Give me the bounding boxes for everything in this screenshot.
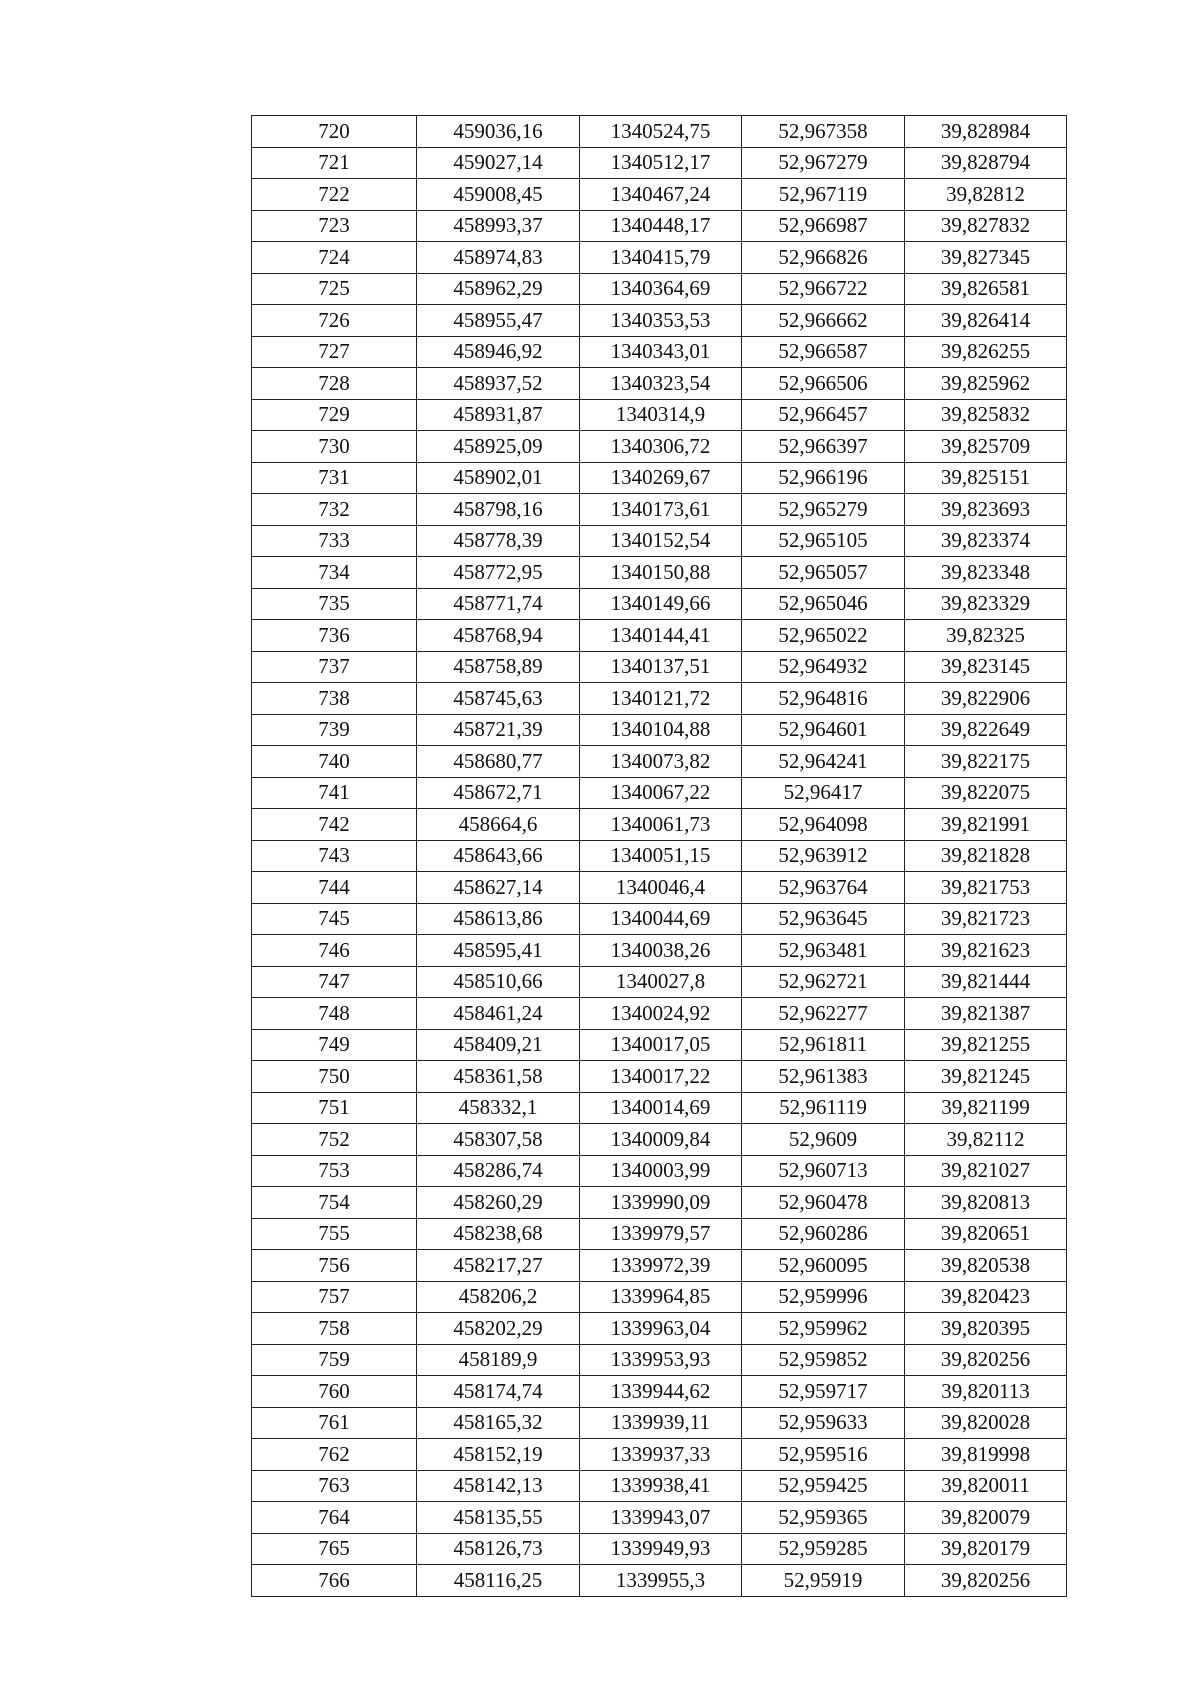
latitude-cell: 52,964098 (742, 809, 905, 841)
x-coordinate-cell: 458126,73 (417, 1533, 580, 1565)
x-coordinate-cell: 458116,25 (417, 1565, 580, 1597)
longitude-cell: 39,821444 (905, 966, 1067, 998)
latitude-cell: 52,964241 (742, 746, 905, 778)
point-number-cell: 732 (252, 494, 417, 526)
latitude-cell: 52,967119 (742, 179, 905, 211)
latitude-cell: 52,965279 (742, 494, 905, 526)
longitude-cell: 39,821623 (905, 935, 1067, 967)
longitude-cell: 39,822175 (905, 746, 1067, 778)
longitude-cell: 39,821245 (905, 1061, 1067, 1093)
table-row (252, 462, 1067, 494)
latitude-cell: 52,959365 (742, 1502, 905, 1534)
latitude-cell: 52,962277 (742, 998, 905, 1030)
latitude-cell: 52,963481 (742, 935, 905, 967)
y-coordinate-cell: 1340014,69 (580, 1092, 742, 1124)
table-row (252, 683, 1067, 715)
latitude-cell: 52,967358 (742, 116, 905, 148)
point-number-cell: 765 (252, 1533, 417, 1565)
longitude-cell: 39,82812 (905, 179, 1067, 211)
latitude-cell: 52,961811 (742, 1029, 905, 1061)
y-coordinate-cell: 1340027,8 (580, 966, 742, 998)
x-coordinate-cell: 458925,09 (417, 431, 580, 463)
x-coordinate-cell: 458174,74 (417, 1376, 580, 1408)
x-coordinate-cell: 458902,01 (417, 462, 580, 494)
point-number-cell: 726 (252, 305, 417, 337)
x-coordinate-cell: 458165,32 (417, 1407, 580, 1439)
y-coordinate-cell: 1339937,33 (580, 1439, 742, 1471)
longitude-cell: 39,826414 (905, 305, 1067, 337)
x-coordinate-cell: 458664,6 (417, 809, 580, 841)
y-coordinate-cell: 1340144,41 (580, 620, 742, 652)
latitude-cell: 52,965057 (742, 557, 905, 589)
table-row (252, 840, 1067, 872)
table-row (252, 809, 1067, 841)
y-coordinate-cell: 1340017,22 (580, 1061, 742, 1093)
longitude-cell: 39,82112 (905, 1124, 1067, 1156)
x-coordinate-cell: 458206,2 (417, 1281, 580, 1313)
point-number-cell: 755 (252, 1218, 417, 1250)
longitude-cell: 39,828794 (905, 147, 1067, 179)
point-number-cell: 729 (252, 399, 417, 431)
longitude-cell: 39,820813 (905, 1187, 1067, 1219)
point-number-cell: 731 (252, 462, 417, 494)
coordinates-table (251, 115, 1067, 1597)
longitude-cell: 39,820079 (905, 1502, 1067, 1534)
table-row (252, 651, 1067, 683)
table-row (252, 903, 1067, 935)
x-coordinate-cell: 458672,71 (417, 777, 580, 809)
table-row (252, 1565, 1067, 1597)
point-number-cell: 737 (252, 651, 417, 683)
x-coordinate-cell: 458772,95 (417, 557, 580, 589)
latitude-cell: 52,959425 (742, 1470, 905, 1502)
point-number-cell: 766 (252, 1565, 417, 1597)
y-coordinate-cell: 1339963,04 (580, 1313, 742, 1345)
point-number-cell: 736 (252, 620, 417, 652)
table-row (252, 620, 1067, 652)
x-coordinate-cell: 458771,74 (417, 588, 580, 620)
table-row (252, 399, 1067, 431)
latitude-cell: 52,964932 (742, 651, 905, 683)
point-number-cell: 749 (252, 1029, 417, 1061)
point-number-cell: 754 (252, 1187, 417, 1219)
y-coordinate-cell: 1339939,11 (580, 1407, 742, 1439)
latitude-cell: 52,965105 (742, 525, 905, 557)
x-coordinate-cell: 458510,66 (417, 966, 580, 998)
point-number-cell: 733 (252, 525, 417, 557)
point-number-cell: 730 (252, 431, 417, 463)
latitude-cell: 52,964601 (742, 714, 905, 746)
table-row (252, 431, 1067, 463)
latitude-cell: 52,961383 (742, 1061, 905, 1093)
point-number-cell: 759 (252, 1344, 417, 1376)
latitude-cell: 52,966397 (742, 431, 905, 463)
longitude-cell: 39,821255 (905, 1029, 1067, 1061)
point-number-cell: 756 (252, 1250, 417, 1282)
y-coordinate-cell: 1340353,53 (580, 305, 742, 337)
table-row (252, 179, 1067, 211)
latitude-cell: 52,965046 (742, 588, 905, 620)
y-coordinate-cell: 1340323,54 (580, 368, 742, 400)
latitude-cell: 52,966506 (742, 368, 905, 400)
y-coordinate-cell: 1340150,88 (580, 557, 742, 589)
x-coordinate-cell: 458202,29 (417, 1313, 580, 1345)
latitude-cell: 52,965022 (742, 620, 905, 652)
y-coordinate-cell: 1340173,61 (580, 494, 742, 526)
y-coordinate-cell: 1340152,54 (580, 525, 742, 557)
latitude-cell: 52,960095 (742, 1250, 905, 1282)
latitude-cell: 52,966826 (742, 242, 905, 274)
latitude-cell: 52,960478 (742, 1187, 905, 1219)
table-row (252, 305, 1067, 337)
longitude-cell: 39,821753 (905, 872, 1067, 904)
longitude-cell: 39,821991 (905, 809, 1067, 841)
y-coordinate-cell: 1340364,69 (580, 273, 742, 305)
y-coordinate-cell: 1340343,01 (580, 336, 742, 368)
point-number-cell: 740 (252, 746, 417, 778)
longitude-cell: 39,821027 (905, 1155, 1067, 1187)
x-coordinate-cell: 458974,83 (417, 242, 580, 274)
x-coordinate-cell: 458409,21 (417, 1029, 580, 1061)
latitude-cell: 52,963912 (742, 840, 905, 872)
x-coordinate-cell: 458152,19 (417, 1439, 580, 1471)
y-coordinate-cell: 1339972,39 (580, 1250, 742, 1282)
y-coordinate-cell: 1339990,09 (580, 1187, 742, 1219)
y-coordinate-cell: 1340512,17 (580, 147, 742, 179)
point-number-cell: 728 (252, 368, 417, 400)
longitude-cell: 39,825151 (905, 462, 1067, 494)
x-coordinate-cell: 459036,16 (417, 116, 580, 148)
y-coordinate-cell: 1339943,07 (580, 1502, 742, 1534)
y-coordinate-cell: 1340073,82 (580, 746, 742, 778)
y-coordinate-cell: 1340104,88 (580, 714, 742, 746)
longitude-cell: 39,819998 (905, 1439, 1067, 1471)
table-row (252, 1533, 1067, 1565)
latitude-cell: 52,966662 (742, 305, 905, 337)
table-row (252, 1124, 1067, 1156)
x-coordinate-cell: 458189,9 (417, 1344, 580, 1376)
x-coordinate-cell: 458627,14 (417, 872, 580, 904)
table-row (252, 557, 1067, 589)
table-row (252, 588, 1067, 620)
latitude-cell: 52,966722 (742, 273, 905, 305)
x-coordinate-cell: 458613,86 (417, 903, 580, 935)
longitude-cell: 39,823145 (905, 651, 1067, 683)
latitude-cell: 52,966457 (742, 399, 905, 431)
y-coordinate-cell: 1339938,41 (580, 1470, 742, 1502)
table-row (252, 1155, 1067, 1187)
longitude-cell: 39,826581 (905, 273, 1067, 305)
x-coordinate-cell: 458993,37 (417, 210, 580, 242)
y-coordinate-cell: 1340067,22 (580, 777, 742, 809)
x-coordinate-cell: 458307,58 (417, 1124, 580, 1156)
point-number-cell: 753 (252, 1155, 417, 1187)
point-number-cell: 735 (252, 588, 417, 620)
table-row (252, 273, 1067, 305)
x-coordinate-cell: 458931,87 (417, 399, 580, 431)
y-coordinate-cell: 1340467,24 (580, 179, 742, 211)
longitude-cell: 39,821723 (905, 903, 1067, 935)
table-row (252, 777, 1067, 809)
y-coordinate-cell: 1340009,84 (580, 1124, 742, 1156)
latitude-cell: 52,9609 (742, 1124, 905, 1156)
latitude-cell: 52,959962 (742, 1313, 905, 1345)
point-number-cell: 761 (252, 1407, 417, 1439)
point-number-cell: 743 (252, 840, 417, 872)
longitude-cell: 39,825832 (905, 399, 1067, 431)
table-row (252, 525, 1067, 557)
y-coordinate-cell: 1340017,05 (580, 1029, 742, 1061)
x-coordinate-cell: 458745,63 (417, 683, 580, 715)
point-number-cell: 739 (252, 714, 417, 746)
y-coordinate-cell: 1340149,66 (580, 588, 742, 620)
longitude-cell: 39,822906 (905, 683, 1067, 715)
x-coordinate-cell: 458721,39 (417, 714, 580, 746)
latitude-cell: 52,963645 (742, 903, 905, 935)
point-number-cell: 723 (252, 210, 417, 242)
longitude-cell: 39,828984 (905, 116, 1067, 148)
table-row (252, 1502, 1067, 1534)
x-coordinate-cell: 458643,66 (417, 840, 580, 872)
x-coordinate-cell: 459027,14 (417, 147, 580, 179)
y-coordinate-cell: 1339979,57 (580, 1218, 742, 1250)
x-coordinate-cell: 458955,47 (417, 305, 580, 337)
y-coordinate-cell: 1339944,62 (580, 1376, 742, 1408)
point-number-cell: 748 (252, 998, 417, 1030)
table-row (252, 368, 1067, 400)
latitude-cell: 52,959516 (742, 1439, 905, 1471)
table-row (252, 714, 1067, 746)
table-row (252, 1187, 1067, 1219)
longitude-cell: 39,821199 (905, 1092, 1067, 1124)
x-coordinate-cell: 458595,41 (417, 935, 580, 967)
y-coordinate-cell: 1340038,26 (580, 935, 742, 967)
point-number-cell: 745 (252, 903, 417, 935)
point-number-cell: 725 (252, 273, 417, 305)
longitude-cell: 39,823348 (905, 557, 1067, 589)
longitude-cell: 39,825962 (905, 368, 1067, 400)
y-coordinate-cell: 1340121,72 (580, 683, 742, 715)
latitude-cell: 52,959852 (742, 1344, 905, 1376)
longitude-cell: 39,820179 (905, 1533, 1067, 1565)
y-coordinate-cell: 1339953,93 (580, 1344, 742, 1376)
y-coordinate-cell: 1340269,67 (580, 462, 742, 494)
table-row (252, 966, 1067, 998)
point-number-cell: 744 (252, 872, 417, 904)
table-row (252, 336, 1067, 368)
latitude-cell: 52,962721 (742, 966, 905, 998)
longitude-cell: 39,822649 (905, 714, 1067, 746)
table-row (252, 1439, 1067, 1471)
longitude-cell: 39,826255 (905, 336, 1067, 368)
latitude-cell: 52,963764 (742, 872, 905, 904)
point-number-cell: 734 (252, 557, 417, 589)
point-number-cell: 757 (252, 1281, 417, 1313)
table-row (252, 1407, 1067, 1439)
point-number-cell: 747 (252, 966, 417, 998)
latitude-cell: 52,95919 (742, 1565, 905, 1597)
longitude-cell: 39,823329 (905, 588, 1067, 620)
point-number-cell: 720 (252, 116, 417, 148)
latitude-cell: 52,959996 (742, 1281, 905, 1313)
x-coordinate-cell: 459008,45 (417, 179, 580, 211)
longitude-cell: 39,827832 (905, 210, 1067, 242)
x-coordinate-cell: 458217,27 (417, 1250, 580, 1282)
table-row (252, 746, 1067, 778)
point-number-cell: 763 (252, 1470, 417, 1502)
y-coordinate-cell: 1340046,4 (580, 872, 742, 904)
y-coordinate-cell: 1339964,85 (580, 1281, 742, 1313)
point-number-cell: 724 (252, 242, 417, 274)
longitude-cell: 39,820423 (905, 1281, 1067, 1313)
table-row (252, 1344, 1067, 1376)
y-coordinate-cell: 1340314,9 (580, 399, 742, 431)
x-coordinate-cell: 458680,77 (417, 746, 580, 778)
longitude-cell: 39,820011 (905, 1470, 1067, 1502)
point-number-cell: 762 (252, 1439, 417, 1471)
table-row (252, 116, 1067, 148)
latitude-cell: 52,966196 (742, 462, 905, 494)
x-coordinate-cell: 458286,74 (417, 1155, 580, 1187)
longitude-cell: 39,820651 (905, 1218, 1067, 1250)
point-number-cell: 738 (252, 683, 417, 715)
table-row (252, 1250, 1067, 1282)
longitude-cell: 39,820538 (905, 1250, 1067, 1282)
point-number-cell: 742 (252, 809, 417, 841)
x-coordinate-cell: 458778,39 (417, 525, 580, 557)
table-row (252, 1218, 1067, 1250)
table-row (252, 1281, 1067, 1313)
latitude-cell: 52,961119 (742, 1092, 905, 1124)
table-row (252, 998, 1067, 1030)
point-number-cell: 751 (252, 1092, 417, 1124)
y-coordinate-cell: 1340524,75 (580, 116, 742, 148)
x-coordinate-cell: 458937,52 (417, 368, 580, 400)
point-number-cell: 721 (252, 147, 417, 179)
x-coordinate-cell: 458461,24 (417, 998, 580, 1030)
latitude-cell: 52,960286 (742, 1218, 905, 1250)
table-row (252, 1061, 1067, 1093)
longitude-cell: 39,820395 (905, 1313, 1067, 1345)
coordinates-table-body (252, 116, 1067, 1597)
longitude-cell: 39,825709 (905, 431, 1067, 463)
table-row (252, 1313, 1067, 1345)
latitude-cell: 52,959717 (742, 1376, 905, 1408)
longitude-cell: 39,820028 (905, 1407, 1067, 1439)
table-row (252, 1029, 1067, 1061)
longitude-cell: 39,821828 (905, 840, 1067, 872)
y-coordinate-cell: 1340448,17 (580, 210, 742, 242)
table-row (252, 210, 1067, 242)
point-number-cell: 758 (252, 1313, 417, 1345)
longitude-cell: 39,820113 (905, 1376, 1067, 1408)
table-row (252, 1470, 1067, 1502)
x-coordinate-cell: 458142,13 (417, 1470, 580, 1502)
longitude-cell: 39,821387 (905, 998, 1067, 1030)
longitude-cell: 39,822075 (905, 777, 1067, 809)
point-number-cell: 741 (252, 777, 417, 809)
x-coordinate-cell: 458135,55 (417, 1502, 580, 1534)
latitude-cell: 52,959285 (742, 1533, 905, 1565)
point-number-cell: 752 (252, 1124, 417, 1156)
table-row (252, 242, 1067, 274)
y-coordinate-cell: 1340051,15 (580, 840, 742, 872)
latitude-cell: 52,964816 (742, 683, 905, 715)
table-row (252, 494, 1067, 526)
latitude-cell: 52,967279 (742, 147, 905, 179)
y-coordinate-cell: 1340024,92 (580, 998, 742, 1030)
point-number-cell: 750 (252, 1061, 417, 1093)
longitude-cell: 39,823693 (905, 494, 1067, 526)
point-number-cell: 727 (252, 336, 417, 368)
x-coordinate-cell: 458946,92 (417, 336, 580, 368)
latitude-cell: 52,966987 (742, 210, 905, 242)
y-coordinate-cell: 1339955,3 (580, 1565, 742, 1597)
x-coordinate-cell: 458798,16 (417, 494, 580, 526)
point-number-cell: 764 (252, 1502, 417, 1534)
table-row (252, 872, 1067, 904)
x-coordinate-cell: 458238,68 (417, 1218, 580, 1250)
longitude-cell: 39,820256 (905, 1565, 1067, 1597)
x-coordinate-cell: 458260,29 (417, 1187, 580, 1219)
table-row (252, 1376, 1067, 1408)
x-coordinate-cell: 458361,58 (417, 1061, 580, 1093)
longitude-cell: 39,82325 (905, 620, 1067, 652)
latitude-cell: 52,959633 (742, 1407, 905, 1439)
y-coordinate-cell: 1339949,93 (580, 1533, 742, 1565)
longitude-cell: 39,820256 (905, 1344, 1067, 1376)
y-coordinate-cell: 1340003,99 (580, 1155, 742, 1187)
longitude-cell: 39,823374 (905, 525, 1067, 557)
x-coordinate-cell: 458332,1 (417, 1092, 580, 1124)
longitude-cell: 39,827345 (905, 242, 1067, 274)
point-number-cell: 746 (252, 935, 417, 967)
table-row (252, 147, 1067, 179)
y-coordinate-cell: 1340044,69 (580, 903, 742, 935)
point-number-cell: 760 (252, 1376, 417, 1408)
y-coordinate-cell: 1340415,79 (580, 242, 742, 274)
y-coordinate-cell: 1340137,51 (580, 651, 742, 683)
table-row (252, 1092, 1067, 1124)
x-coordinate-cell: 458758,89 (417, 651, 580, 683)
x-coordinate-cell: 458962,29 (417, 273, 580, 305)
latitude-cell: 52,960713 (742, 1155, 905, 1187)
y-coordinate-cell: 1340061,73 (580, 809, 742, 841)
latitude-cell: 52,96417 (742, 777, 905, 809)
y-coordinate-cell: 1340306,72 (580, 431, 742, 463)
table-row (252, 935, 1067, 967)
x-coordinate-cell: 458768,94 (417, 620, 580, 652)
latitude-cell: 52,966587 (742, 336, 905, 368)
point-number-cell: 722 (252, 179, 417, 211)
